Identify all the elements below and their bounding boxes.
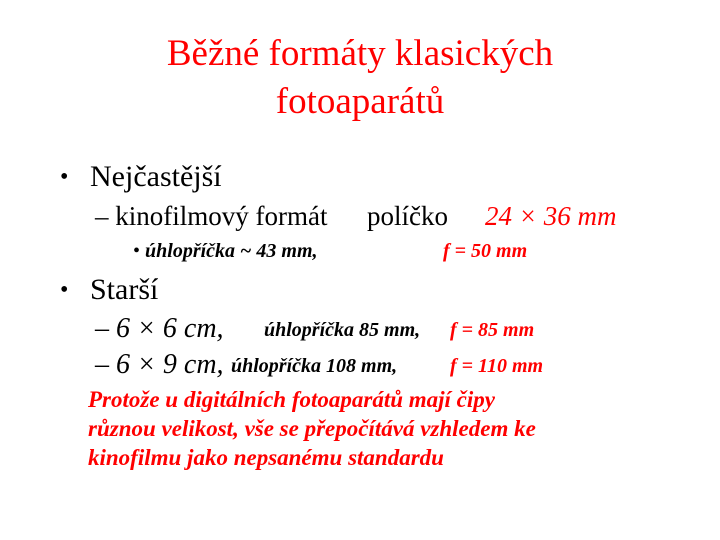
kinofilm-size	[485, 200, 616, 232]
slide-title	[0, 30, 720, 126]
subitem-kinofilm	[95, 200, 327, 232]
note-line-1: Protože u digitálních fotoaparátů mají čipy	[88, 387, 495, 412]
format-6x9-focal: f = 110 mm	[450, 355, 544, 377]
title-line-2: fotoaparátů	[275, 81, 445, 122]
format-6x6-focal-wrap	[450, 317, 534, 343]
policko-label: políčko	[367, 201, 448, 231]
format-6x9-row	[95, 349, 224, 381]
note-line-2: různou velikost, vše se přepočítává vzhledem ke	[88, 416, 536, 441]
subsubitem-kinofilm-diagonal	[133, 238, 318, 264]
note-line-3: kinofilmu jako nepsanému standardu	[88, 445, 444, 470]
format-6x6-diagonal: úhlopříčka 85 mm,	[264, 319, 421, 341]
note-paragraph	[88, 385, 648, 472]
format-6x6: 6 × 6 cm,	[116, 313, 224, 344]
kinofilm-focal-wrap	[443, 238, 527, 264]
bullet-icon: •	[133, 240, 141, 262]
format-6x6-diagonal-wrap	[264, 317, 420, 343]
title-line-1: Běžné formáty klasických	[166, 33, 554, 74]
bullet-nejcastejsi	[60, 160, 660, 194]
format-6x9: 6 × 9 cm,	[116, 349, 224, 380]
bullet-starsi	[60, 273, 660, 307]
bullet-icon: •	[60, 277, 69, 303]
format-6x6-row	[95, 313, 224, 345]
dash: –	[95, 201, 109, 231]
kinofilm-focal: f = 50 mm	[443, 240, 528, 262]
format-6x9-diagonal-wrap	[231, 353, 397, 379]
format-6x9-diagonal: úhlopříčka 108 mm,	[231, 355, 398, 377]
bullet-heading-starsi: Starší	[90, 273, 159, 306]
kinofilm-size-value: 24 × 36 mm	[485, 201, 617, 231]
bullet-icon: •	[60, 164, 69, 190]
kinofilm-diagonal: úhlopříčka ~ 43 mm,	[145, 240, 318, 262]
dash: –	[95, 313, 109, 344]
dash: –	[95, 349, 109, 380]
format-6x9-focal-wrap	[450, 353, 543, 379]
format-6x6-focal: f = 85 mm	[450, 319, 535, 341]
policko-label-wrap	[367, 200, 448, 232]
kinofilm-label: kinofilmový formát	[115, 201, 328, 231]
bullet-heading-nejcastejsi: Nejčastější	[90, 160, 222, 193]
